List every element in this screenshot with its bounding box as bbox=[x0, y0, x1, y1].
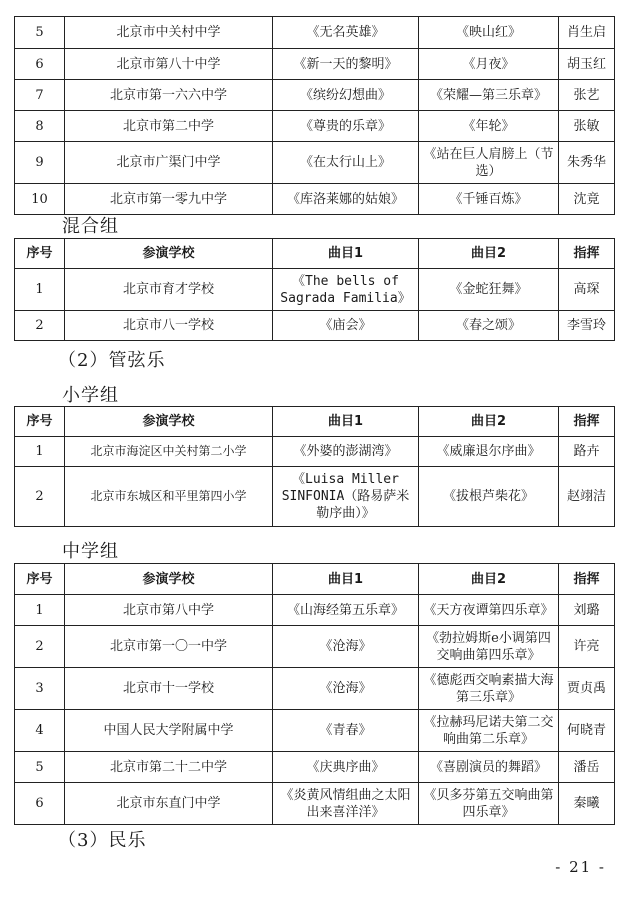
cell-piece-2: 《勃拉姆斯e小调第四交响曲第四乐章》 bbox=[419, 626, 559, 668]
header-piece-2: 曲目2 bbox=[419, 407, 559, 437]
cell-conductor: 高琛 bbox=[559, 269, 615, 311]
cell-piece-1: 《库洛莱娜的姑娘》 bbox=[273, 184, 419, 215]
cell-conductor: 朱秀华 bbox=[559, 142, 615, 184]
cell-piece-1: 《庙会》 bbox=[273, 311, 419, 341]
table-row bbox=[15, 17, 615, 49]
cell-no: 8 bbox=[15, 111, 65, 142]
cell-piece-2: 《春之颂》 bbox=[419, 311, 559, 341]
cell-school: 北京市广渠门中学 bbox=[65, 142, 273, 184]
heading-mixed-group: 混合组 bbox=[62, 216, 119, 237]
cell-conductor: 秦曦 bbox=[559, 783, 615, 825]
cell-conductor: 潘岳 bbox=[559, 752, 615, 783]
cell-conductor: 张敏 bbox=[559, 111, 615, 142]
cell-conductor: 李雪玲 bbox=[559, 311, 615, 341]
cell-conductor: 张艺 bbox=[559, 80, 615, 111]
cell-no: 5 bbox=[15, 752, 65, 783]
cell-no: 4 bbox=[15, 710, 65, 752]
cell-conductor: 何晓青 bbox=[559, 710, 615, 752]
header-school: 参演学校 bbox=[65, 407, 273, 437]
cell-school: 北京市第八十中学 bbox=[65, 49, 273, 80]
cell-piece-2: 《拔根芦柴花》 bbox=[419, 467, 559, 527]
header-conductor: 指挥 bbox=[559, 407, 615, 437]
table-row bbox=[15, 111, 615, 142]
table-middle-group bbox=[14, 563, 615, 825]
cell-conductor: 刘璐 bbox=[559, 595, 615, 626]
cell-no: 2 bbox=[15, 626, 65, 668]
cell-school: 北京市第八中学 bbox=[65, 595, 273, 626]
header-piece-1: 曲目1 bbox=[273, 407, 419, 437]
cell-conductor: 沈竟 bbox=[559, 184, 615, 215]
cell-conductor: 路卉 bbox=[559, 437, 615, 467]
table-row bbox=[15, 595, 615, 626]
cell-no: 5 bbox=[15, 17, 65, 49]
cell-piece-1: 《在太行山上》 bbox=[273, 142, 419, 184]
cell-conductor: 胡玉红 bbox=[559, 49, 615, 80]
table-row bbox=[15, 710, 615, 752]
cell-school: 北京市第二中学 bbox=[65, 111, 273, 142]
table-row bbox=[15, 626, 615, 668]
cell-school: 北京市十一学校 bbox=[65, 668, 273, 710]
cell-piece-2: 《荣耀—第三乐章》 bbox=[419, 80, 559, 111]
table-row bbox=[15, 783, 615, 825]
table-header-row bbox=[15, 564, 615, 595]
cell-piece-1: 《沧海》 bbox=[273, 668, 419, 710]
cell-no: 1 bbox=[15, 595, 65, 626]
heading-primary-group: 小学组 bbox=[62, 385, 119, 406]
header-no: 序号 bbox=[15, 407, 65, 437]
header-piece-1: 曲目1 bbox=[273, 564, 419, 595]
cell-piece-2: 《千锤百炼》 bbox=[419, 184, 559, 215]
cell-no: 1 bbox=[15, 269, 65, 311]
header-school: 参演学校 bbox=[65, 239, 273, 269]
cell-piece-1: 《缤纷幻想曲》 bbox=[273, 80, 419, 111]
cell-no: 6 bbox=[15, 783, 65, 825]
table-mixed-group bbox=[14, 238, 615, 341]
cell-school: 北京市育才学校 bbox=[65, 269, 273, 311]
cell-piece-1: 《青春》 bbox=[273, 710, 419, 752]
table-row bbox=[15, 142, 615, 184]
table-row bbox=[15, 437, 615, 467]
cell-conductor: 肖生启 bbox=[559, 17, 615, 49]
cell-piece-2: 《拉赫玛尼诺夫第二交响曲第二乐章》 bbox=[419, 710, 559, 752]
header-conductor: 指挥 bbox=[559, 564, 615, 595]
cell-piece-1: 《沧海》 bbox=[273, 626, 419, 668]
cell-no: 6 bbox=[15, 49, 65, 80]
page-number: - 21 - bbox=[555, 858, 606, 876]
header-no: 序号 bbox=[15, 564, 65, 595]
cell-piece-1: 《炎黄风情组曲之太阳出来喜洋洋》 bbox=[273, 783, 419, 825]
cell-piece-2: 《金蛇狂舞》 bbox=[419, 269, 559, 311]
cell-no: 1 bbox=[15, 437, 65, 467]
cell-school: 北京市第一零九中学 bbox=[65, 184, 273, 215]
heading-orchestra: （2）管弦乐 bbox=[58, 350, 166, 371]
cell-school: 北京市东直门中学 bbox=[65, 783, 273, 825]
table-row bbox=[15, 467, 615, 527]
cell-piece-1: 《The bells of Sagrada Familia》 bbox=[273, 269, 419, 311]
cell-no: 10 bbox=[15, 184, 65, 215]
cell-conductor: 赵翊洁 bbox=[559, 467, 615, 527]
cell-conductor: 许亮 bbox=[559, 626, 615, 668]
cell-no: 7 bbox=[15, 80, 65, 111]
cell-school: 北京市第一六六中学 bbox=[65, 80, 273, 111]
cell-no: 3 bbox=[15, 668, 65, 710]
table-row bbox=[15, 269, 615, 311]
cell-school: 北京市第一〇一中学 bbox=[65, 626, 273, 668]
heading-middle-group: 中学组 bbox=[62, 541, 119, 562]
cell-piece-1: 《外婆的澎湖湾》 bbox=[273, 437, 419, 467]
cell-conductor: 贾贞禹 bbox=[559, 668, 615, 710]
cell-piece-1: 《无名英雄》 bbox=[273, 17, 419, 49]
cell-school: 北京市海淀区中关村第二小学 bbox=[65, 437, 273, 467]
cell-school: 中国人民大学附属中学 bbox=[65, 710, 273, 752]
table-row bbox=[15, 49, 615, 80]
table-header-row bbox=[15, 239, 615, 269]
cell-school: 北京市八一学校 bbox=[65, 311, 273, 341]
header-piece-2: 曲目2 bbox=[419, 564, 559, 595]
table-row bbox=[15, 80, 615, 111]
header-school: 参演学校 bbox=[65, 564, 273, 595]
cell-piece-2: 《德彪西交响素描大海 第三乐章》 bbox=[419, 668, 559, 710]
cell-no: 9 bbox=[15, 142, 65, 184]
header-piece-1: 曲目1 bbox=[273, 239, 419, 269]
cell-school: 北京市东城区和平里第四小学 bbox=[65, 467, 273, 527]
cell-piece-1: 《Luisa Miller SINFONIA（路易萨米勒序曲）》 bbox=[273, 467, 419, 527]
cell-piece-2: 《喜剧演员的舞蹈》 bbox=[419, 752, 559, 783]
cell-piece-2: 《天方夜谭第四乐章》 bbox=[419, 595, 559, 626]
table-row bbox=[15, 311, 615, 341]
cell-school: 北京市第二十二中学 bbox=[65, 752, 273, 783]
header-conductor: 指挥 bbox=[559, 239, 615, 269]
cell-no: 2 bbox=[15, 467, 65, 527]
cell-piece-2: 《映山红》 bbox=[419, 17, 559, 49]
table-continued bbox=[14, 16, 615, 215]
table-row bbox=[15, 184, 615, 215]
cell-piece-2: 《威廉退尔序曲》 bbox=[419, 437, 559, 467]
table-header-row bbox=[15, 407, 615, 437]
cell-piece-2: 《月夜》 bbox=[419, 49, 559, 80]
header-piece-2: 曲目2 bbox=[419, 239, 559, 269]
cell-piece-2: 《贝多芬第五交响曲第四乐章》 bbox=[419, 783, 559, 825]
cell-school: 北京市中关村中学 bbox=[65, 17, 273, 49]
cell-piece-2: 《年轮》 bbox=[419, 111, 559, 142]
cell-piece-2: 《站在巨人肩膀上（节选） bbox=[419, 142, 559, 184]
table-primary-group bbox=[14, 406, 615, 527]
cell-piece-1: 《尊贵的乐章》 bbox=[273, 111, 419, 142]
table-row bbox=[15, 668, 615, 710]
heading-folk: （3）民乐 bbox=[58, 830, 147, 851]
cell-piece-1: 《山海经第五乐章》 bbox=[273, 595, 419, 626]
cell-piece-1: 《新一天的黎明》 bbox=[273, 49, 419, 80]
cell-no: 2 bbox=[15, 311, 65, 341]
cell-piece-1: 《庆典序曲》 bbox=[273, 752, 419, 783]
header-no: 序号 bbox=[15, 239, 65, 269]
table-row bbox=[15, 752, 615, 783]
